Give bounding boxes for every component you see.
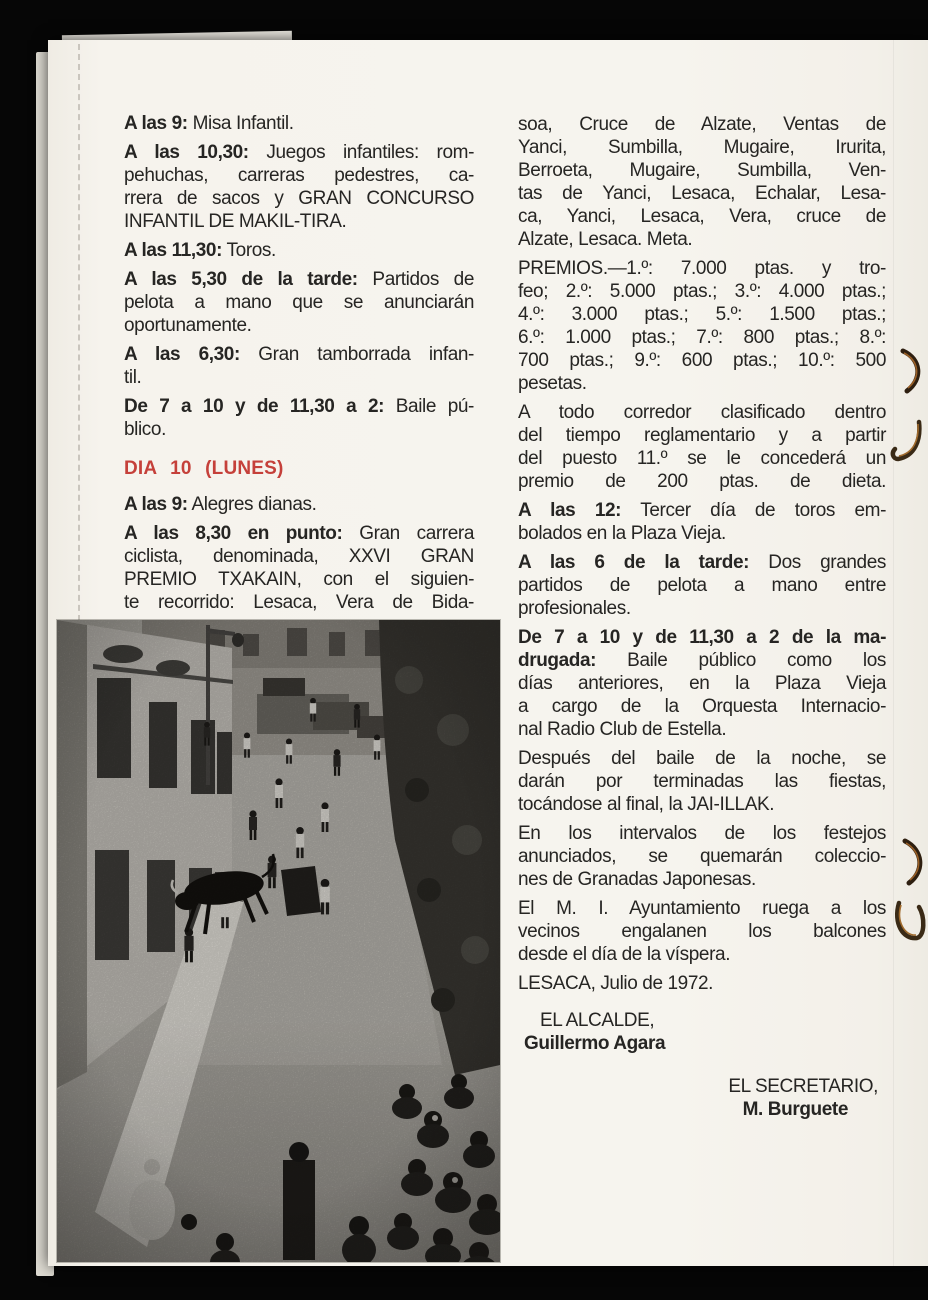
text-line: tocándose al final, la JAI-ILLAK. [518, 794, 775, 815]
paragraph [518, 822, 886, 891]
text-line: Alzate, Lesaca. Meta. [518, 229, 693, 250]
text-line: PREMIOS.—1.º: 7.000 ptas. y tro- [518, 258, 886, 279]
text-line: a cargo de la Orquesta Internacio- [518, 696, 886, 717]
text-line: drugada: Baile público como los [518, 650, 886, 671]
text-line: bolados en la Plaza Vieja. [518, 523, 726, 544]
text-line: anunciados, se quemarán coleccio- [518, 846, 886, 867]
text-line: pehuchas, carreras pedestres, ca- [124, 165, 474, 186]
program-page [48, 40, 928, 1266]
signature-alcalde-title: EL ALCALDE, [540, 1010, 655, 1031]
signature-alcalde-name: Guillermo Agara [524, 1033, 666, 1054]
text-line: Yanci, Sumbilla, Mugaire, Irurita, [518, 137, 886, 158]
text-line: nal Radio Club de Estella. [518, 719, 727, 740]
right-text-column [518, 113, 886, 1121]
paragraph [124, 522, 474, 614]
text-line: A las 12: Tercer día de toros em- [518, 500, 886, 521]
paragraph [518, 401, 886, 493]
festival-photo [57, 620, 500, 1262]
staple-mark [900, 838, 928, 886]
text-line: tas de Yanci, Lesaca, Echalar, Lesa- [518, 183, 886, 204]
paragraph [518, 897, 886, 966]
paragraph [124, 395, 474, 441]
paragraph [124, 268, 474, 337]
paragraph [518, 257, 886, 395]
text-line: De 7 a 10 y de 11,30 a 2: Baile pú- [124, 396, 474, 417]
text-line: blico. [124, 419, 166, 440]
staple-mark [890, 418, 926, 464]
text-line: 6.º: 1.000 ptas.; 7.º: 800 ptas.; 8.º: [518, 327, 886, 348]
text-line: pesetas. [518, 373, 587, 394]
text-line: A las 10,30: Juegos infantiles: rom- [124, 142, 475, 163]
text-line: desde el día de la víspera. [518, 944, 731, 965]
text-line: premio de 200 ptas. de dieta. [518, 471, 886, 492]
text-line: ciclista, denominada, XXVI GRAN [124, 546, 474, 567]
text-line: A todo corredor clasificado dentro [518, 402, 886, 423]
paragraph [124, 141, 474, 233]
text-line: pelota a mano que se anunciarán [124, 292, 474, 313]
text-line: 4.º: 3.000 ptas.; 5.º: 1.500 ptas.; [518, 304, 886, 325]
text-line: te recorrido: Lesaca, Vera de Bida- [124, 592, 474, 613]
text-line: soa, Cruce de Alzate, Ventas de [518, 114, 886, 135]
text-line: A las 9: Alegres dianas. [124, 494, 317, 515]
paragraph [518, 972, 886, 995]
text-line: Después del baile de la noche, se [518, 748, 886, 769]
paragraph [124, 112, 474, 135]
signature-secretario [518, 1075, 886, 1121]
paragraph [518, 551, 886, 620]
text-line: oportunamente. [124, 315, 252, 336]
text-line: En los intervalos de los festejos [518, 823, 886, 844]
text-line: profesionales. [518, 598, 631, 619]
text-line: A las 5,30 de la tarde: Partidos de [124, 269, 474, 290]
text-line: LESACA, Julio de 1972. [518, 973, 714, 994]
text-line: A las 8,30 en punto: Gran carrera [124, 523, 474, 544]
paragraph [124, 493, 474, 516]
day-heading [124, 457, 474, 480]
paragraph [518, 113, 886, 251]
text-line: Berroeta, Mugaire, Sumbilla, Ven- [518, 160, 886, 181]
staple-mark [892, 896, 928, 946]
paragraph [518, 499, 886, 545]
photo-illustration [57, 620, 500, 1262]
paragraph [518, 626, 886, 741]
text-line: vecinos engalanen los balcones [518, 921, 886, 942]
text-line: A las 6,30: Gran tamborrada infan- [124, 344, 474, 365]
text-line: del puesto 11.º se le concederá un [518, 448, 886, 469]
text-line: 700 ptas.; 9.º: 600 ptas.; 10.º: 500 [518, 350, 886, 371]
text-line: A las 9: Misa Infantil. [124, 113, 294, 134]
text-line: A las 11,30: Toros. [124, 240, 276, 261]
text-line: De 7 a 10 y de 11,30 a 2 de la ma- [518, 627, 886, 648]
signature-alcalde [518, 1009, 886, 1055]
text-line: darán por terminadas las fiestas, [518, 771, 886, 792]
text-line: INFANTIL DE MAKIL-TIRA. [124, 211, 347, 232]
text-line: PREMIO TXAKAIN, con el siguien- [124, 569, 474, 590]
paragraph [124, 239, 474, 262]
text-line: del tiempo reglamentario y a partir [518, 425, 886, 446]
paper-crease [893, 40, 894, 1266]
paragraph [518, 747, 886, 816]
left-text-column [124, 112, 474, 620]
signature-secretario-name: M. Burguete [742, 1099, 848, 1120]
text-line: til. [124, 367, 142, 388]
text-line: rrera de sacos y GRAN CONCURSO [124, 188, 474, 209]
text-line: partidos de pelota a mano entre [518, 575, 886, 596]
text-line: nes de Granadas Japonesas. [518, 869, 756, 890]
text-line: A las 6 de la tarde: Dos grandes [518, 552, 886, 573]
signature-secretario-title: EL SECRETARIO, [728, 1076, 878, 1097]
text-line: ca, Yanci, Lesaca, Vera, cruce de [518, 206, 886, 227]
paragraph [124, 343, 474, 389]
text-line: El M. I. Ayuntamiento ruega a los [518, 898, 886, 919]
text-line: feo; 2.º: 5.000 ptas.; 3.º: 4.000 ptas.; [518, 281, 886, 302]
text-line: DIA 10 (LUNES) [124, 458, 284, 479]
staple-mark [898, 348, 926, 394]
text-line: días anteriores, en la Plaza Vieja [518, 673, 886, 694]
